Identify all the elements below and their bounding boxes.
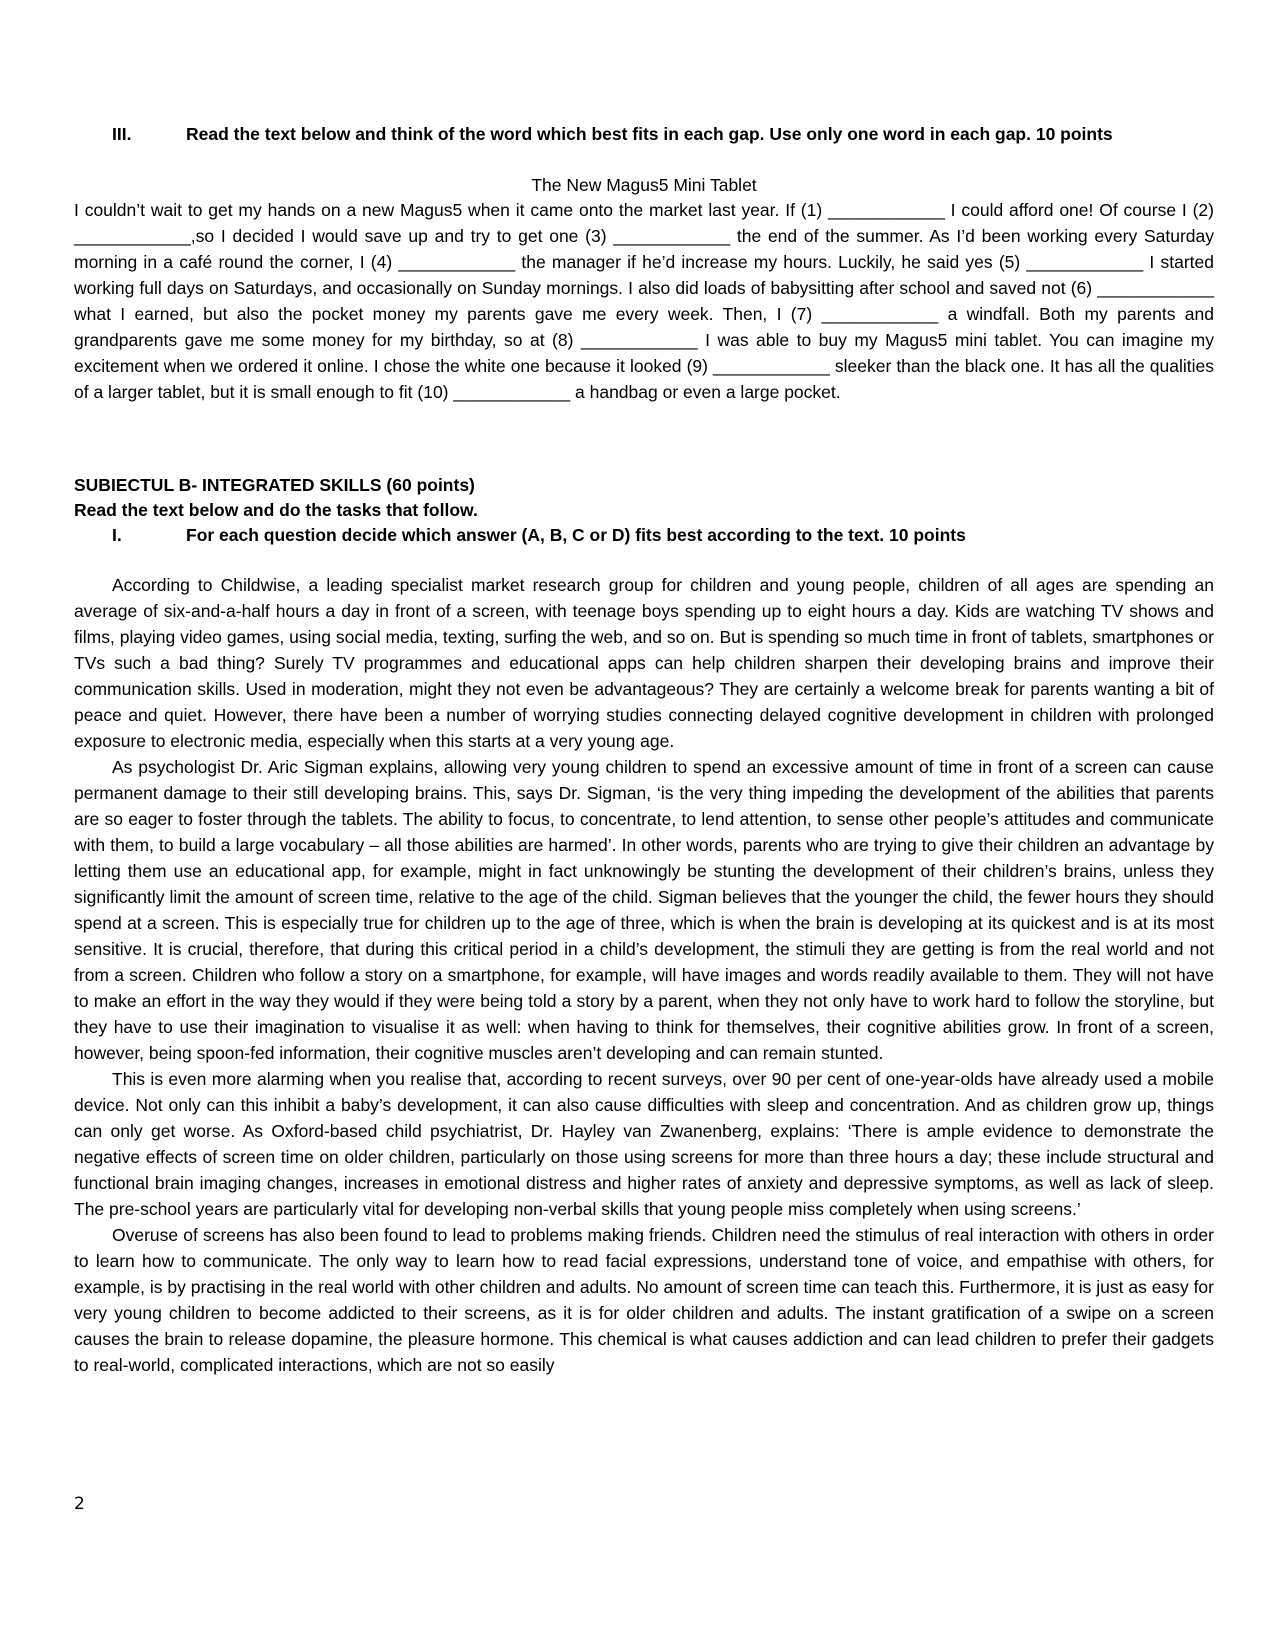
subject-b-subtitle: Read the text below and do the tasks that follow. <box>74 500 478 520</box>
reading-paragraph: Overuse of screens has also been found to lead to problems making friends. Children need the stimulus of real interaction with others in order to learn how to communicate. The only way to learn how to read facial expressions, understand tone of voice, and empathise with others, for example, is by practising in the real world with other children and adults. No amount of screen time can teach this. Furthermore, it is just as easy for very young children to become addicted to their screens, as it is for older children and adults. The instant gratification of a swipe on a screen causes the brain to release dopamine, the pleasure hormone. This chemical is what causes addiction and can lead children to prefer their gadgets to real-world, complicated interactions, which are not so easily <box>74 1225 1214 1375</box>
gap-fill-text: I couldn’t wait to get my hands on a new Magus5 when it came onto the market last year. If (1) ____________ I could afford one! Of course I (2) ____________,so I decided I would save up and try to get one (3) ____________ the end of the summer. As I’d been working every Saturday morning in a café round the corner, I (4) ____________ the manager if he’d increase my hours. Luckily, he said yes (5) ____________ I started working full days on Saturdays, and occasionally on Sunday mornings. I also did loads of babysitting after school and saved not (6) ____________ what I earned, but also the pocket money my parents gave me every week. Then, I (7) ____________ a windfall. Both my parents and grandparents gave me some money for my birthday, so at (8) ____________ I was able to buy my Magus5 mini tablet. You can imagine my excitement when we ordered it online. I chose the white one because it looked (9) ____________ sleeker than the black one. It has all the qualities of a larger tablet, but it is small enough to fit (10) ____________ a handbag or even a large pocket. <box>74 200 1214 402</box>
reading-paragraph: As psychologist Dr. Aric Sigman explains, allowing very young children to spend an excessive amount of time in front of a screen can cause permanent damage to their still developing brains. This, says Dr. Sigman, ‘is the very thing impeding the development of the abilities that parents are so eager to foster through the tablets. The ability to focus, to concentrate, to lend attention, to sense other people’s attitudes and communicate with them, to build a large vocabulary – all those abilities are harmed’. In other words, parents who are trying to give their children an advantage by letting them use an educational app, for example, might in fact unknowingly be stunting the development of their children’s brains, unless they significantly limit the amount of screen time, relative to the age of the child. Sigman believes that the younger the child, the fewer hours they should spend at a screen. This is especially true for children up to the age of three, which is when the brain is developing at its quickest and is at its most sensitive. It is crucial, therefore, that during this critical period in a child’s development, the stimuli they are getting is from the real world and not from a screen. Children who follow a story on a smartphone, for example, will have images and words readily available to them. They will not have to make an effort in the way they would if they were being told a story by a parent, when they not only have to work hard to follow the storyline, but they have to use their imagination to visualise it as well: when having to think for themselves, their cognitive abilities grow. In front of a screen, however, being spoon-fed information, their cognitive muscles aren’t developing and can remain stunted. <box>74 757 1214 1063</box>
section-3-number: III. <box>112 124 132 144</box>
reading-paragraph: This is even more alarming when you realise that, according to recent surveys, over 90 per cent of one-year-olds have already used a mobile device. Not only can this inhibit a baby’s development, it can also cause difficulties with sleep and concentration. And as children grow up, things can only get worse. As Oxford-based child psychiatrist, Dr. Hayley van Zwanenberg, explains: ‘There is ample evidence to demonstrate the negative effects of screen time on older children, particularly on those using screens for more than three hours a day; these include structural and functional brain imaging changes, increases in emotional distress and higher rates of anxiety and depressive symptoms, as well as lack of sleep. The pre-school years are particularly vital for developing non-verbal skills that young people miss completely when using screens.’ <box>74 1069 1214 1219</box>
gap-text-title: The New Magus5 Mini Tablet <box>531 175 757 195</box>
task-1-number: I. <box>112 525 122 545</box>
page-number: 2 <box>74 1494 85 1514</box>
reading-text <box>74 572 1214 1378</box>
task-1-instruction: For each question decide which answer (A, B, C or D) fits best according to the text. 10 points <box>186 525 966 545</box>
reading-paragraph: According to Childwise, a leading specialist market research group for children and young people, children of all ages are spending an average of six-and-a-half hours a day in front of a screen, with teenage boys spending up to eight hours a day. Kids are watching TV shows and films, playing video games, using social media, texting, surfing the web, and so on. But is spending so much time in front of tablets, smartphones or TVs such a bad thing? Surely TV programmes and educational apps can help children sharpen their developing brains and improve their communication skills. Used in moderation, might they not even be advantageous? They are certainly a welcome break for parents wanting a bit of peace and quiet. However, there have been a number of worrying studies connecting delayed cognitive development in children with prolonged exposure to electronic media, especially when this starts at a very young age. <box>74 575 1214 751</box>
subject-b-title: SUBIECTUL B- INTEGRATED SKILLS (60 points) <box>74 475 475 495</box>
section-3-instruction: Read the text below and think of the word which best fits in each gap. Use only one word in each gap. 10 points <box>186 124 1113 144</box>
